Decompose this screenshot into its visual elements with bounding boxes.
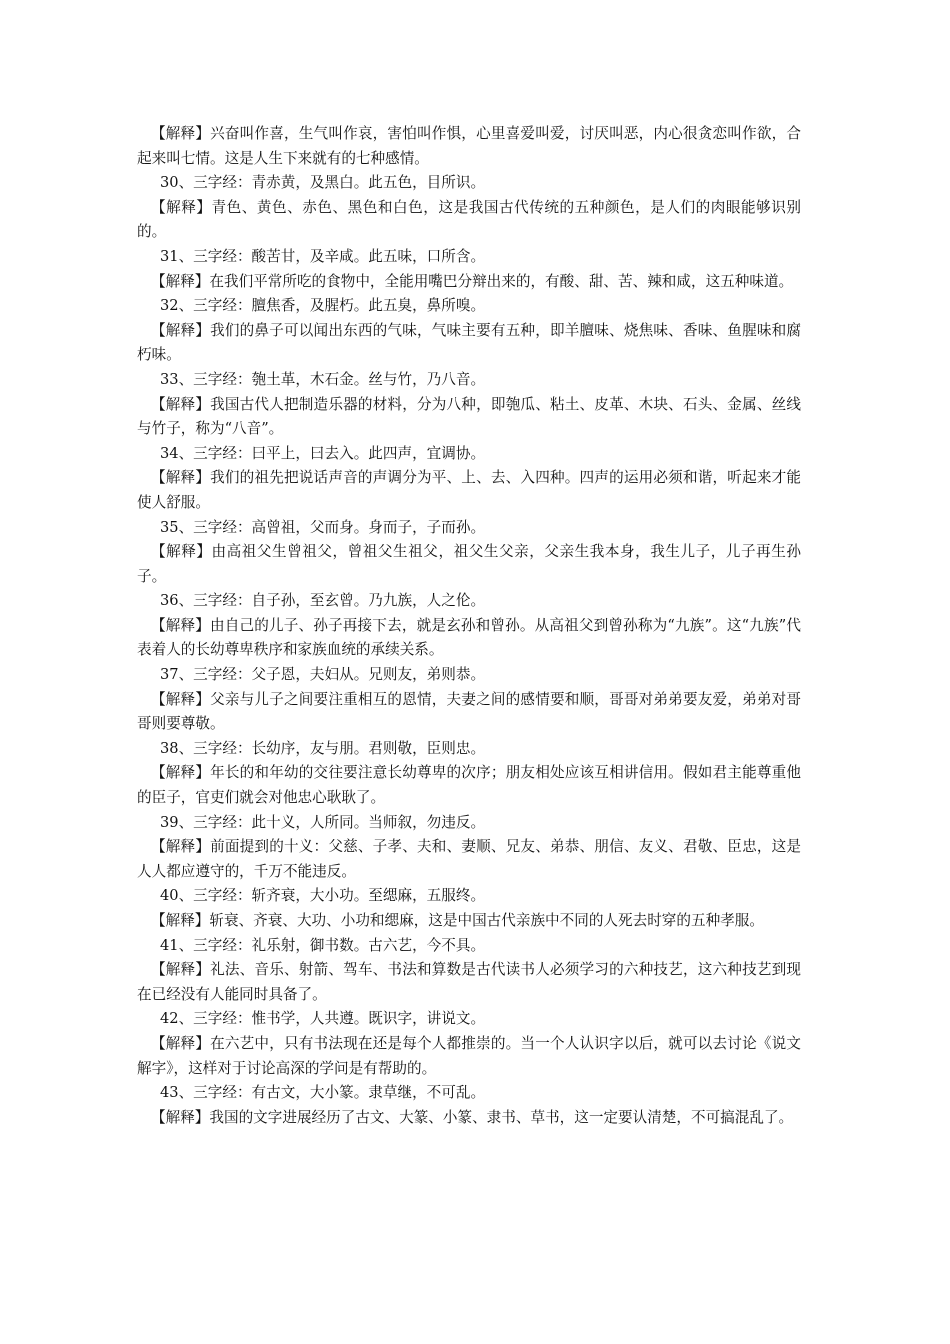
verse-line: 36、三字经：自子孙，至玄曾。乃九族，人之伦。 bbox=[160, 592, 486, 610]
explanation-paragraph: 【解释】年长的和年幼的交往要注意长幼尊卑的次序；朋友相处应该互相讲信用。假如君主能尊重他的臣子，官吏们就会对他忠心耿耿了。 bbox=[137, 764, 801, 807]
explanation-paragraph: 【解释】由高祖父生曾祖父，曾祖父生祖父，祖父生父亲，父亲生我本身，我生儿子，儿子再生孙子。 bbox=[137, 543, 801, 585]
verse-line: 43、三字经：有古文，大小篆。隶草继，不可乱。 bbox=[160, 1084, 486, 1102]
explanation-paragraph: 【解释】前面提到的十义：父慈、子孝、夫和、妻顺、兄友、弟恭、朋信、友义、君敬、臣忠，这是人人都应遵守的，千万不能违反。 bbox=[137, 838, 801, 880]
verse-line: 31、三字经：酸苦甘，及辛咸。此五味，口所含。 bbox=[160, 247, 486, 265]
document-page bbox=[137, 122, 801, 1130]
verse-line: 38、三字经：长幼序，友与朋。君则敬，臣则忠。 bbox=[160, 739, 486, 757]
verse-line: 40、三字经：斩齐衰，大小功。至缌麻，五服终。 bbox=[160, 887, 486, 905]
explanation-paragraph: 【解释】在我们平常所吃的食物中，全能用嘴巴分辩出来的，有酸、甜、苦、辣和咸，这五种味道。 bbox=[151, 272, 794, 290]
explanation-paragraph: 【解释】青色、黄色、赤色、黑色和白色，这是我国古代传统的五种颜色，是人们的肉眼能够识别的。 bbox=[137, 198, 801, 241]
explanation-paragraph: 【解释】我国的文字进展经历了古文、大篆、小篆、隶书、草书，这一定要认清楚，不可搞混乱了。 bbox=[151, 1108, 794, 1126]
explanation-paragraph: 【解释】我们的鼻子可以闻出东西的气味，气味主要有五种，即羊膻味、烧焦味、香味、鱼腥味和腐朽味。 bbox=[137, 321, 801, 364]
verse-line: 41、三字经：礼乐射，御书数。古六艺，今不具。 bbox=[160, 936, 486, 954]
verse-line: 30、三字经：青赤黄，及黑白。此五色，目所识。 bbox=[160, 174, 486, 192]
explanation-paragraph: 【解释】父亲与儿子之间要注重相互的恩情，夫妻之间的感情要和顺，哥哥对弟弟要友爱，弟弟对哥哥则要尊敬。 bbox=[137, 690, 801, 733]
verse-line: 39、三字经：此十义，人所同。当师叙，勿违反。 bbox=[160, 813, 486, 831]
explanation-paragraph: 【解释】由自己的儿子、孙子再接下去，就是玄孙和曾孙。从高祖父到曾孙称为“九族”。这“九族”代表着人的长幼尊卑秩序和家族血统的承续关系。 bbox=[137, 616, 801, 659]
explanation-paragraph: 【解释】斩衰、齐衰、大功、小功和缌麻，这是中国古代亲族中不同的人死去时穿的五种孝服。 bbox=[151, 912, 764, 929]
explanation-paragraph: 【解释】在六艺中，只有书法现在还是每个人都推崇的。当一个人认识字以后，就可以去讨论《说文解字》，这样对于讨论高深的学问是有帮助的。 bbox=[137, 1034, 801, 1077]
explanation-paragraph: 【解释】我国古代人把制造乐器的材料，分为八种，即匏瓜、粘土、皮革、木块、石头、金属、丝线与竹子，称为“八音”。 bbox=[137, 395, 801, 438]
verse-line: 42、三字经：惟书学，人共遵。既识字，讲说文。 bbox=[160, 1010, 486, 1028]
verse-line: 32、三字经：膻焦香，及腥朽。此五臭，鼻所嗅。 bbox=[160, 297, 486, 315]
verse-line: 37、三字经：父子恩，夫妇从。兄则友，弟则恭。 bbox=[160, 666, 486, 684]
verse-line: 35、三字经：高曾祖，父而身。身而子，子而孙。 bbox=[160, 518, 486, 536]
explanation-paragraph: 【解释】兴奋叫作喜，生气叫作哀，害怕叫作惧，心里喜爱叫爱，讨厌叫恶，内心很贪恋叫作欲，合起来叫七情。这是人生下来就有的七种感情。 bbox=[137, 125, 801, 167]
verse-line: 33、三字经：匏土革，木石金。丝与竹，乃八音。 bbox=[160, 370, 486, 388]
explanation-paragraph: 【解释】礼法、音乐、射箭、驾车、书法和算数是古代读书人必须学习的六种技艺，这六种技艺到现在已经没有人能同时具备了。 bbox=[137, 961, 801, 1003]
explanation-paragraph: 【解释】我们的祖先把说话声音的声调分为平、上、去、入四种。四声的运用必须和谐，听起来才能使人舒服。 bbox=[137, 469, 801, 511]
verse-line: 34、三字经：曰平上，曰去入。此四声，宜调协。 bbox=[160, 444, 486, 462]
